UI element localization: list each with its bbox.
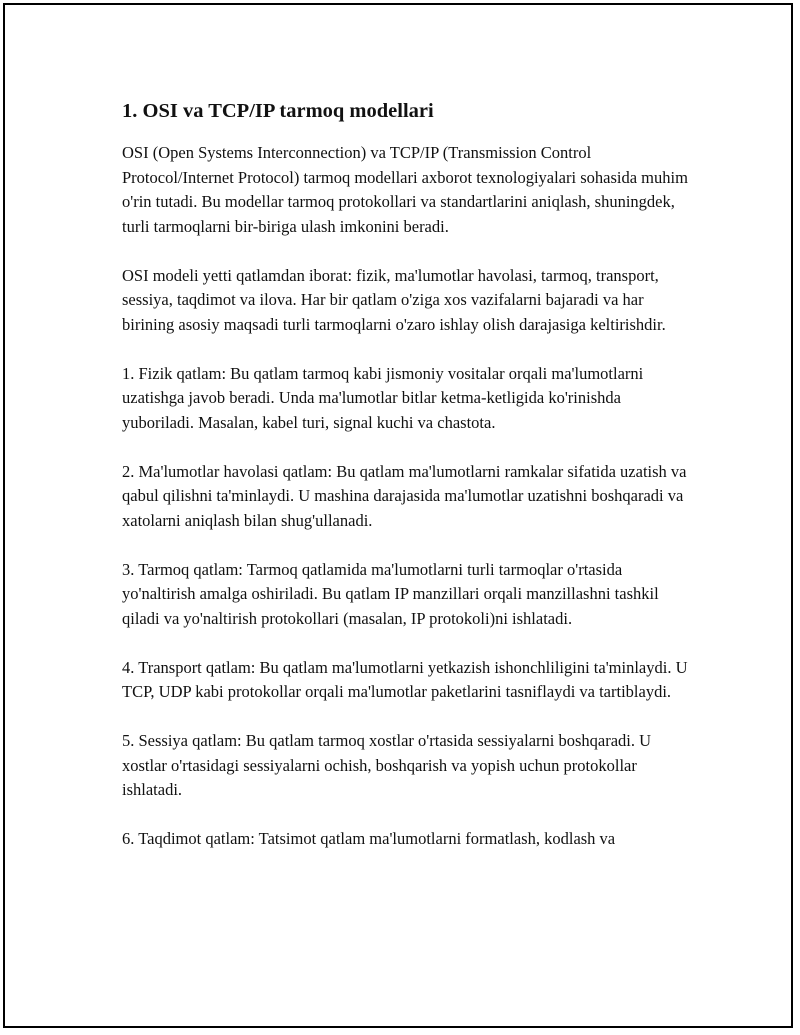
- paragraph-osi-overview: OSI modeli yetti qatlamdan iborat: fizik, ma'lumotlar havolasi, tarmoq, transport, sessiya, taqdimot va ilova. Har bir qatlam o'ziga xos vazifalarni bajaradi va har birining asosiy maqsadi turli tarmoqlarni o'zaro ishlay olish darajasiga keltirishdir.: [122, 265, 666, 334]
- paragraph-network-layer: 3. Tarmoq qatlam: Tarmoq qatlamida ma'lumotlarni turli tarmoqlar o'rtasida yo'naltirish amalga oshiriladi. Bu qatlam IP manzillari orqali manzillashni tashkil qiladi va yo'naltirish protokollari (masalan, IP protokoli)ni ishlatadi.: [122, 559, 659, 628]
- paragraph-transport-layer: 4. Transport qatlam: Bu qatlam ma'lumotlarni yetkazish ishonchliligini ta'minlaydi. U TCP, UDP kabi protokollar orqali ma'lumotlar paketlarini tasniflaydi va tartiblaydi.: [122, 657, 688, 701]
- page-title: 1. OSI va TCP/IP tarmoq modellari: [122, 100, 434, 122]
- paragraph-intro: OSI (Open Systems Interconnection) va TCP/IP (Transmission Control Protocol/Internet Protocol) tarmoq modellari axborot texnologiyalari sohasida muhim o'rin tutadi. Bu modellar tarmoq protokollari va standartlarini aniqlash, shuningdek, turli tarmoqlarni bir-biriga ulash imkonini beradi.: [122, 143, 688, 236]
- paragraph-session-layer: 5. Sessiya qatlam: Bu qatlam tarmoq xostlar o'rtasida sessiyalarni boshqaradi. U xostlar o'rtasidagi sessiyalarni ochish, boshqarish va yopish uchun protokollar ishlatadi.: [122, 731, 652, 799]
- paragraph-presentation-layer: 6. Taqdimot qatlam: Tatsimot qatlam ma'lumotlarni formatlash, kodlash va: [122, 829, 616, 848]
- paragraph-data-link-layer: 2. Ma'lumotlar havolasi qatlam: Bu qatlam ma'lumotlarni ramkalar sifatida uzatish va qabul qilishni ta'minlaydi. U mashina darajasida ma'lumotlar uzatishni boshqaradi va xatolarni aniqlash bilan shug'ullanadi.: [122, 461, 687, 530]
- document-body: [122, 97, 697, 876]
- page-frame: [3, 3, 793, 1028]
- paragraph-physical-layer: 1. Fizik qatlam: Bu qatlam tarmoq kabi jismoniy vositalar orqali ma'lumotlarni uzatishga javob beradi. Unda ma'lumotlar bitlar ketma-ketligida ko'rinishda yuboriladi. Masalan, kabel turi, signal kuchi va chastota.: [122, 363, 644, 432]
